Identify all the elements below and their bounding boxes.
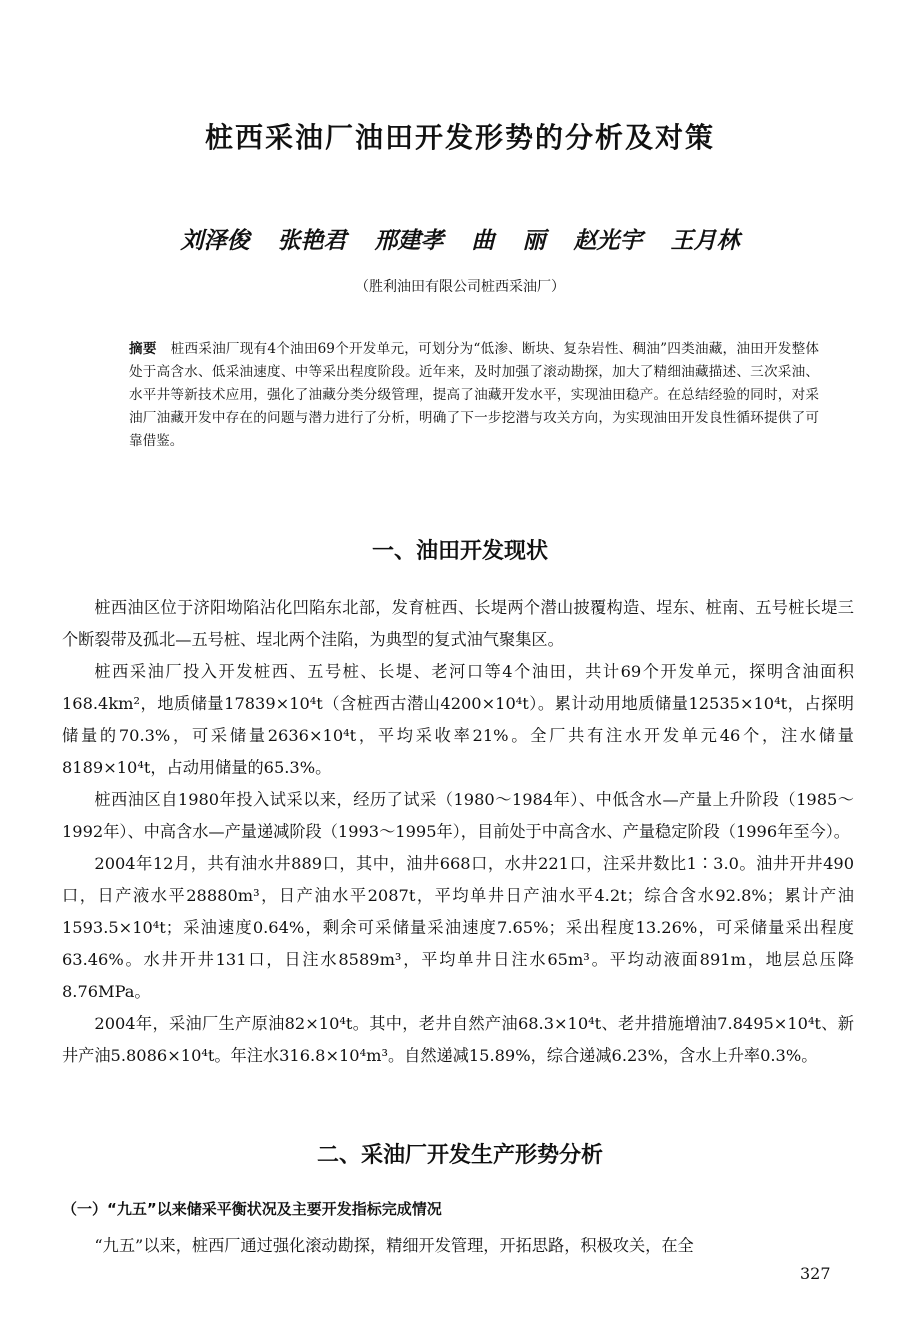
page-number: 327 (800, 1264, 831, 1283)
section-1-body (62, 592, 854, 1072)
paragraph: 2004年，采油厂生产原油82×10⁴t。其中，老井自然产油68.3×10⁴t、老井措施增油7.8495×10⁴t、新井产油5.8086×10⁴t。年注水316.8×10⁴m³。自然递减15.89%，综合递减6.23%，含水上升率0.3%。 (62, 1014, 854, 1065)
affiliation: （胜利油田有限公司桩西采油厂） (355, 279, 565, 295)
paragraph: 桩西采油厂投入开发桩西、五号桩、长堤、老河口等4个油田，共计69个开发单元，探明含油面积168.4km²，地质储量17839×10⁴t（含桩西古潜山4200×10⁴t）。累计动用地质储量12535×10⁴t，占探明储量的70.3%，可采储量2636×10⁴t，平均采收率21%。全厂共有注水开发单元46个，注水储量8189×10⁴t，占动用储量的65.3%。 (62, 662, 854, 777)
section-heading-1: 一、油田开发现状 (371, 539, 548, 564)
abstract-text: 桩西采油厂现有4个油田69个开发单元，可划分为“低渗、断块、复杂岩性、稠油”四类油藏，油田开发整体处于高含水、低采油速度、中等采出程度阶段。近年来，及时加强了滚动勘探，加大了精细油藏描述、三次采油、水平井等新技术应用，强化了油藏分类分级管理，提高了油藏开发水平，实现油田稳产。在总结经验的同时，对采油厂油藏开发中存在的问题与潜力进行了分析，明确了下一步挖潜与攻关方向，为实现油田开发良性循环提供了可靠借鉴。 (129, 341, 820, 449)
author-name: 曲 (471, 227, 495, 254)
abstract-label: 摘要 (129, 341, 157, 357)
author-name: 丽 (522, 227, 546, 254)
author-list (0, 222, 920, 255)
paper-title: 桩西采油厂油田开发形势的分析及对策 (204, 121, 715, 154)
paragraph: 桩西油区位于济阳坳陷沾化凹陷东北部，发育桩西、长堤两个潜山披覆构造、埕东、桩南、五号桩长堤三个断裂带及孤北—五号桩、埕北两个洼陷，为典型的复式油气聚集区。 (62, 598, 854, 649)
paragraph: 桩西油区自1980年投入试采以来，经历了试采（1980～1984年）、中低含水—产量上升阶段（1985～1992年）、中高含水—产量递减阶段（1993～1995年），目前处于中高含水、产量稳定阶段（1996年至今）。 (62, 790, 854, 841)
paragraph: “九五”以来，桩西厂通过强化滚动勘探，精细开发管理，开拓思路，积极攻关，在全 (94, 1236, 694, 1255)
section-heading-2: 二、采油厂开发生产形势分析 (316, 1143, 603, 1168)
subsection-heading: （一）“九五”以来储采平衡状况及主要开发指标完成情况 (62, 1200, 442, 1218)
author-name: 王月林 (670, 227, 740, 254)
paragraph: 2004年12月，共有油水井889口，其中，油井668口，水井221口，注采井数比1∶3.0。油井开井490口，日产液水平28880m³，日产油水平2087t，平均单井日产油水平4.2t；综合含水92.8%；累计产油1593.5×10⁴t；采油速度0.64%，剩余可采储量采油速度7.65%；采出程度13.26%，可采储量采出程度63.46%。水井开井131口，日注水8589m³，平均单井日注水65m³。平均动液面891m，地层总压降8.76MPa。 (62, 854, 854, 1001)
author-name: 邢建孝 (374, 227, 444, 254)
author-name: 赵光宇 (573, 227, 643, 254)
author-name: 刘泽俊 (180, 227, 250, 254)
abstract (129, 338, 819, 453)
author-name: 张艳君 (277, 227, 347, 254)
